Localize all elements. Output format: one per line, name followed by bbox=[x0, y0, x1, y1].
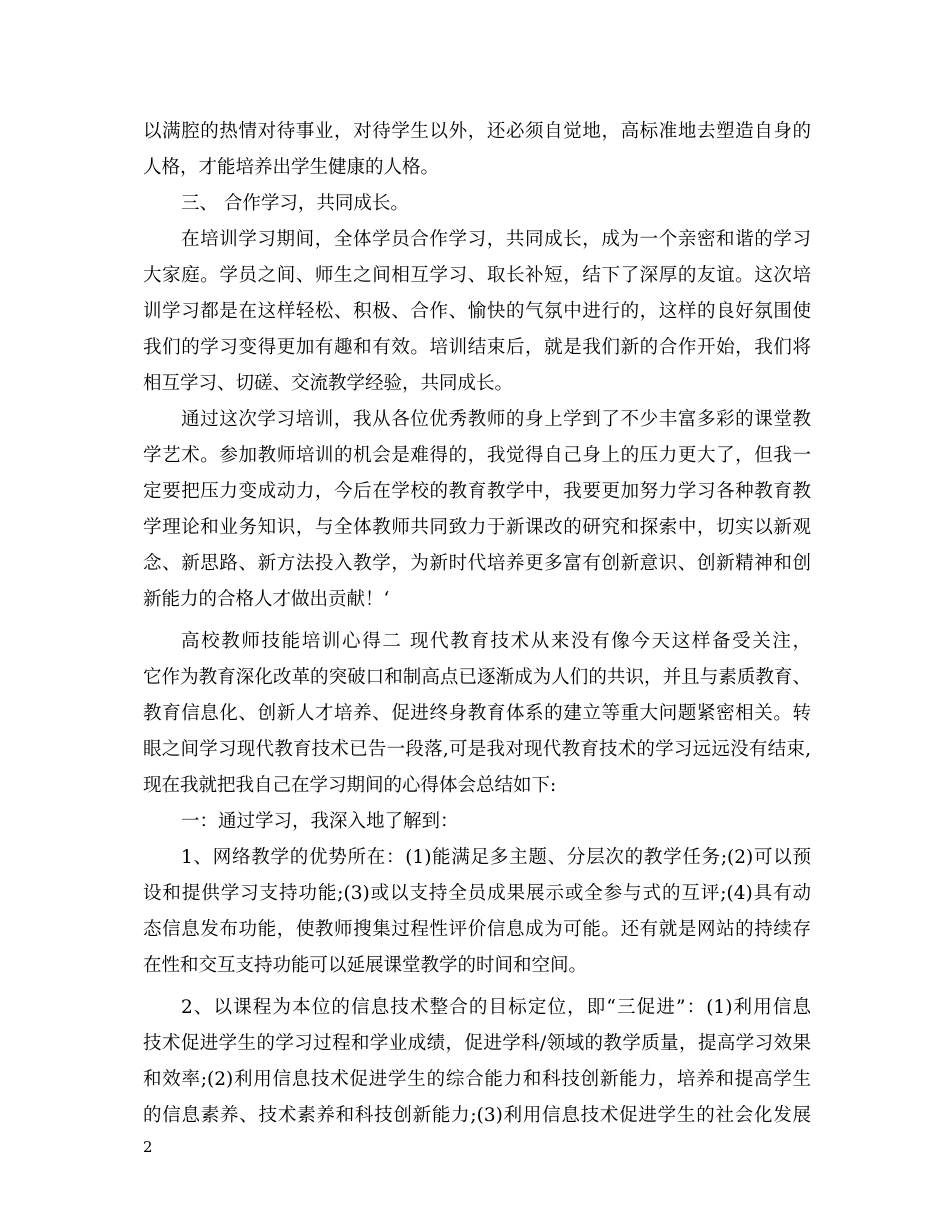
text-line: 通过这次学习培训，我从各位优秀教师的身上学到了不少丰富多彩的课堂教 bbox=[181, 409, 811, 430]
text-line: 在性和交互支持功能可以延展课堂教学的时间和空间。 bbox=[143, 955, 588, 976]
text-line: 新能力的合格人才做出贡献！‘ bbox=[143, 589, 390, 610]
text-line: 相互学习、切磋、交流教学经验，共同成长。 bbox=[143, 373, 514, 394]
text-line: 它作为教育深化改革的突破口和制高点已逐渐成为人们的共识，并且与素质教育、 bbox=[143, 667, 811, 688]
text-line: 2、以课程为本位的信息技术整合的目标定位，即“三促进”：(1)利用信息 bbox=[181, 997, 811, 1018]
document-body bbox=[143, 114, 811, 1134]
text-line: 设和提供学习支持功能;(3)或以支持全员成果展示或全参与式的互评;(4)具有动 bbox=[143, 883, 811, 904]
text-line: 眼之间学习现代教育技术已告一段落,可是我对现代教育技术的学习远远没有结束, bbox=[143, 739, 811, 760]
section-heading: 三、 合作学习，共同成长。 bbox=[181, 193, 409, 214]
text-line: 以满腔的热情对待事业，对待学生以外，还必须自觉地，高标准地去塑造自身的 bbox=[143, 121, 811, 142]
text-line: 教育信息化、创新人才培养、促进终身教育体系的建立等重大问题紧密相关。转 bbox=[143, 703, 811, 724]
text-line: 训学习都是在这样轻松、积极、合作、愉快的气氛中进行的，这样的良好氛围使 bbox=[143, 301, 811, 322]
text-line: 念、新思路、新方法投入教学，为新时代培养更多富有创新意识、创新精神和创 bbox=[143, 553, 811, 574]
text-line: 现在我就把我自己在学习期间的心得体会总结如下: bbox=[143, 775, 557, 796]
text-line: 的信息素养、技术素养和科技创新能力;(3)利用信息技术促进学生的社会化发展 bbox=[143, 1105, 811, 1126]
text-line: 态信息发布功能，使教师搜集过程性评价信息成为可能。还有就是网站的持续存 bbox=[143, 919, 811, 940]
text-line: 大家庭。学员之间、师生之间相互学习、取长补短，结下了深厚的友谊。这次培 bbox=[143, 265, 811, 286]
text-line: 人格，才能培养出学生健康的人格。 bbox=[143, 157, 440, 178]
page-number: 2 bbox=[143, 1138, 153, 1156]
text-line: 学理论和业务知识，与全体教师共同致力于新课改的研究和探索中，切实以新观 bbox=[143, 517, 811, 538]
text-line: 定要把压力变成动力，今后在学校的教育教学中，我要更加努力学习各种教育教 bbox=[143, 481, 811, 502]
text-line: 学艺术。参加教师培训的机会是难得的，我觉得自己身上的压力更大了，但我一 bbox=[143, 445, 811, 466]
text-line: 1、网络教学的优势所在：(1)能满足多主题、分层次的教学任务;(2)可以预 bbox=[181, 847, 811, 868]
text-line: 我们的学习变得更加有趣和有效。培训结束后，就是我们新的合作开始，我们将 bbox=[143, 337, 811, 358]
text-line: 和效率;(2)利用信息技术促进学生的综合能力和科技创新能力，培养和提高学生 bbox=[143, 1069, 811, 1090]
text-line: 在培训学习期间，全体学员合作学习，共同成长，成为一个亲密和谐的学习 bbox=[181, 229, 811, 250]
section-heading: 一：通过学习，我深入地了解到： bbox=[181, 811, 459, 832]
text-line: 技术促进学生的学习过程和学业成绩，促进学科/领域的教学质量，提高学习效果 bbox=[143, 1033, 811, 1054]
article-title-line: 高校教师技能培训心得二 现代教育技术从来没有像今天这样备受关注， bbox=[181, 631, 811, 652]
